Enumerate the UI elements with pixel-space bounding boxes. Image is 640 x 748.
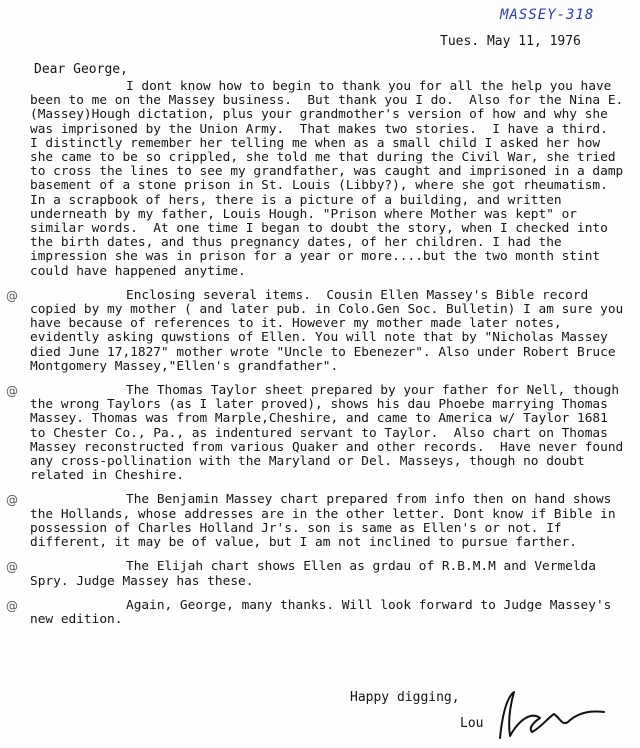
paragraph-text: I dont know how to begin to thank you for all the help you have been to me on the Massey business. But thank you I do. Also for the Nina E. (Massey)Hough dictation, plus your grandmother's version of how and why she was imprisoned by the Union Army. That makes two stories. I have a third. I distinctly remember her telling me when as a small child I asked her how she came to be so crippled, she told me that during the Civil War, she tried to cross the lines to see my grandfather, was caught and imprisoned in a damp basement of a stone prison in St. Louis (Libby?), where she got rheumatism. In a scrapbook of hers, there is a picture of a building, and written underneath by my father, Louis Hough. "Prison where Mother was kept" or similar words. At one time I began to doubt the story, when I checked into the birth dates, and thus pregnancy dates, of her children. I had the impression she was in prison for a year or more....but the two month stint could have happened anytime. — [30, 79, 631, 279]
letter-date: Tues. May 11, 1976 — [440, 34, 581, 49]
signature-initial: Lou — [460, 716, 484, 731]
paragraph — [6, 287, 631, 374]
letter-body — [6, 79, 631, 637]
margin-marker: @ — [6, 288, 18, 303]
paragraph-text: Enclosing several items. Cousin Ellen Massey's Bible record copied by my mother ( and later pub. in Colo.Gen Soc. Bulletin) I am sure you have because of references to it. However my mother made later notes, evidently asking quwstions of Ellen. You will note that by "Nicholas Massey died June 17,1827" mother wrote "Uncle to Ebenezer". Also under Robert Bruce Montgomery Massey,"Ellen's grandfather". — [30, 287, 631, 374]
paragraph-text: Again, George, many thanks. Will look forward to Judge Massey's new edition. — [30, 597, 620, 627]
paragraph — [6, 559, 630, 589]
archive-id-annotation: MASSEY-318 — [500, 7, 595, 23]
margin-marker: @ — [6, 598, 18, 613]
paragraph-text: The Benjamin Massey chart prepared from info then on hand shows the Hollands, whose addresses are in the other letter. Dont know if Bible in possession of Charles Holland Jr's. son is same as Ellen's or not. If different, it may be of value, but I am not inclined to pursue farther. — [30, 492, 624, 551]
closing: Happy digging, — [350, 690, 460, 705]
paragraph-text: The Elijah chart shows Ellen as grdau of R.B.M.M and Vermelda Spry. Judge Massey has these. — [30, 559, 604, 589]
salutation: Dear George, — [34, 62, 128, 77]
margin-marker: @ — [6, 560, 18, 575]
paragraph — [30, 80, 630, 279]
signature-icon — [470, 688, 610, 744]
margin-marker: @ — [6, 384, 18, 399]
margin-marker: @ — [6, 493, 18, 508]
paragraph — [6, 597, 630, 627]
paragraph — [6, 383, 631, 484]
paragraph-text: The Thomas Taylor sheet prepared by your father for Nell, though the wrong Taylors (as I later proved), shows his dau Phoebe marrying Thomas Massey. Thomas was from Marple,Cheshire, and came to America w/ Taylor 1681 to Chester Co., Pa., as indentured servant to Taylor. Also chart on Thomas Massey reconstructed from various Quaker and other records. Have never found any cross-pollination with the Maryland or Del. Masseys, though no doubt related in Cheshire. — [30, 383, 631, 484]
paragraph — [6, 492, 630, 551]
